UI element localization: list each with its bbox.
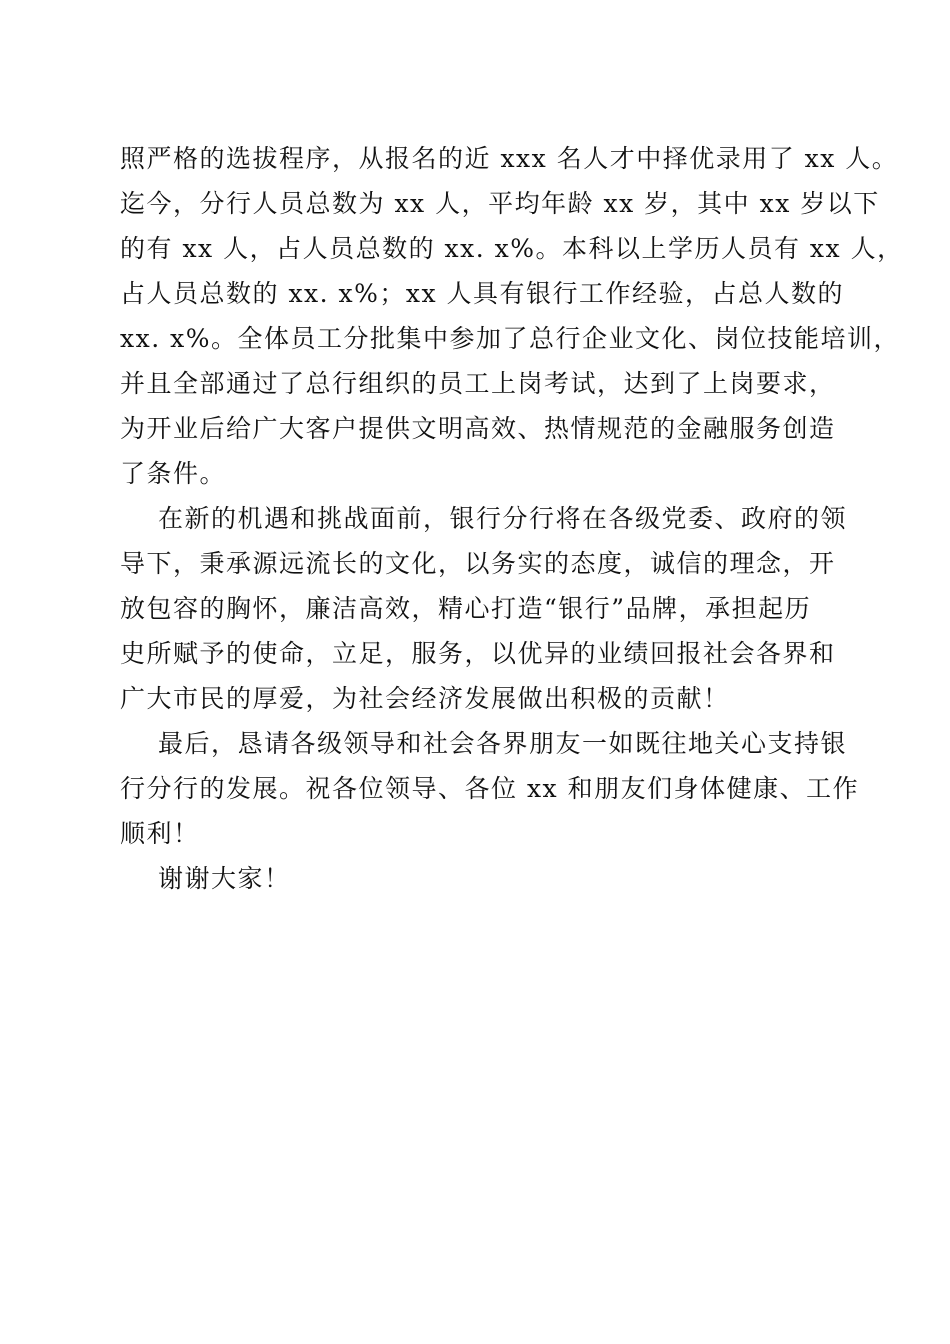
text-line: 行分行的发展。祝各位领导、各位 xx 和朋友们身体健康、工作: [120, 774, 860, 803]
paragraph-staff-overview: [120, 136, 904, 496]
text-line: 放包容的胸怀，廉洁高效，精心打造“银行”品牌，承担起历: [120, 594, 812, 623]
text-line: 了条件。: [120, 459, 227, 488]
text-line: 占人员总数的 xx. x%；xx 人具有银行工作经验，占总人数的: [120, 279, 845, 308]
paragraph-thanks: [120, 856, 840, 901]
text-line: 谢谢大家！: [158, 864, 291, 893]
text-line: 在新的机遇和挑战面前，银行分行将在各级党委、政府的领: [158, 504, 848, 533]
paragraph-closing-wishes: [120, 721, 860, 856]
text-line: 为开业后给广大客户提供文明高效、热情规范的金融服务创造: [120, 414, 836, 443]
text-line: 照严格的选拔程序，从报名的近 xxx 名人才中择优录用了 xx 人。: [120, 144, 899, 173]
text-line: 广大市民的厚爱，为社会经济发展做出积极的贡献！: [120, 684, 730, 713]
document-body: [120, 136, 904, 901]
text-line: 史所赋予的使命，立足，服务，以优异的业绩回报社会各界和: [120, 639, 836, 668]
text-line: 并且全部通过了总行组织的员工上岗考试，达到了上岗要求，: [120, 369, 836, 398]
text-line: 的有 xx 人，占人员总数的 xx. x%。本科以上学历人员有 xx 人，: [120, 234, 904, 263]
text-line: 顺利！: [120, 819, 200, 848]
text-line: 导下，秉承源远流长的文化，以务实的态度，诚信的理念，开: [120, 549, 836, 578]
text-line: 最后，恳请各级领导和社会各界朋友一如既往地关心支持银: [158, 729, 848, 758]
text-line: 迄今，分行人员总数为 xx 人，平均年龄 xx 岁，其中 xx 岁以下: [120, 189, 880, 218]
text-line: xx. x%。全体员工分批集中参加了总行企业文化、岗位技能培训，: [120, 324, 900, 353]
paragraph-commitment: [120, 496, 848, 721]
